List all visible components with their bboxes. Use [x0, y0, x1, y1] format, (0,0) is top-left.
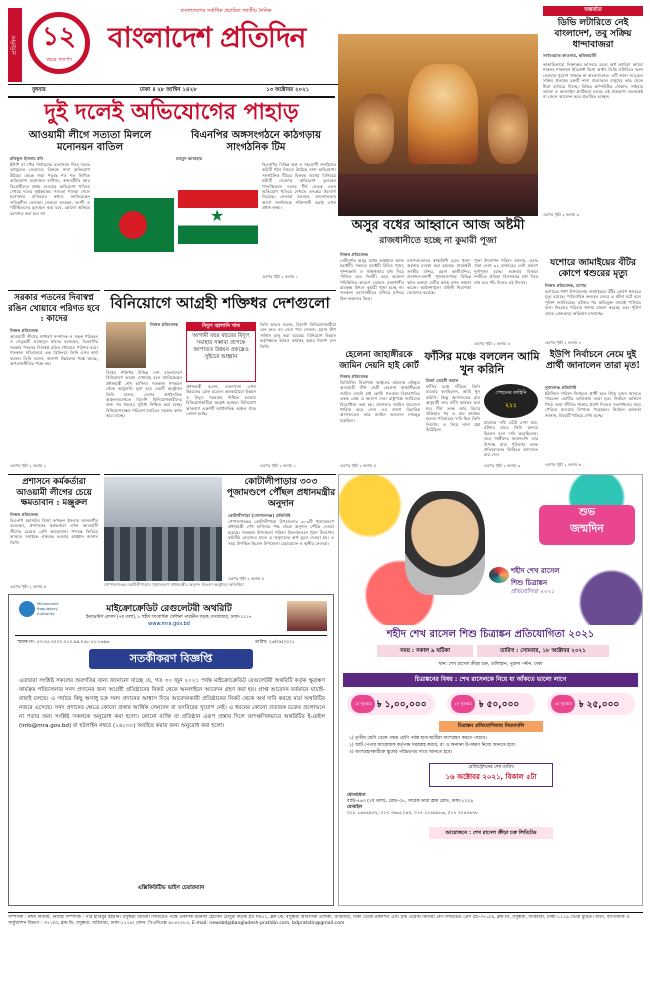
competition-logo: [511, 565, 621, 597]
organizer-bar: আয়োজনে : শেখ রাসেল ক্রীড়া চক্র লিমিটেড: [429, 827, 553, 839]
registration-box: [429, 763, 553, 787]
devotees: [338, 174, 538, 216]
lead-headline: দুই দলেই অভিযোগের পাহাড়: [44, 99, 299, 125]
pm-quote-kicker: বিদ্যুৎ জ্বালানি খাত: [187, 323, 255, 331]
helena-continued: এরপর পৃষ্ঠা ২ কলাম ৫: [340, 463, 377, 468]
top-right-byline: সাখাওয়াত কাওসার, ছবিভারস্টি: [543, 53, 597, 58]
rule-2: ২) আর্ট পেপার আয়োজক কর্তৃপক্ষ সরবরাহ করবে, রং ও অন্যান্য উপকরণ নিজে আনতে হবে।: [349, 743, 516, 748]
gallows-byline: মির্জা মেহেদী তমাল: [426, 378, 459, 383]
mra-memo: স্মারক নং- ৫৩.৩৫.০০০০.০১০.৯৯.০৫৮.২১-১৬৯৬: [17, 640, 110, 645]
masthead-rule: [8, 84, 338, 85]
mra-org-name: মাইক্রোক্রেডিট রেগুলেটরী অথরিটি: [106, 604, 232, 614]
weekday: বুধবার: [32, 87, 46, 93]
registration-date: ১৬ অক্টোবর ২০২১, বিকাল ৫টা: [445, 773, 537, 781]
prize-2: [447, 693, 535, 715]
kotwali-byline: কোটালীপাড়া (গোপালগঞ্জ) প্রতিনিধি: [228, 513, 291, 518]
lead-byline-left: রফিকুল ইসলাম রনি: [10, 156, 44, 161]
top-right-headline: ডিভি লটারিতে নেই বাংলাদেশ, তবু সক্রিয় ধান্দাবাজরা: [554, 18, 632, 50]
rule-1: ১) তৃতীয় শ্রেণি থেকে পঞ্চম শ্রেণি পর্যন্ত ছাত্র-ছাত্রীরা অংশগ্রহণ করতে পারবে।: [349, 736, 487, 741]
prize-row: [347, 693, 637, 715]
lead-body-left: ইউপি বা পৌর নির্বাচনের মনোনয়ন নিয়ে দলের তৃণমূলের নেতাদের বিরুদ্ধে নানা অভিযোগ উঠছে। কেন্দ্রে জমা পড়ছে শত শত লিখিত অভিযোগ। মনোনয়ন বাণিজ্য, স্বজনপ্রীতি আর বিদ্রোহীদের প্রশ্রয় দেওয়ার অভিযোগ খতিয়ে দেখছে দলের হাইকমান্ড। সত্যতা পাওয়া গেলে মনোনয়ন বাতিলের কথাও জানিয়েছেন দায়িত্বশীল নেতারা। নেতারা বলছেন, ত্যাগী ও পরীক্ষিতদের মূল্যায়ন করা হবে, কোনো অনিয়ম বরদাশত করা হবে না।: [10, 162, 90, 216]
imprint-line: সম্পাদক : নঈম নিজাম, নির্বাহী সম্পাদক : পীর হাবিবুর রহমান। বসুন্ধরা মিডিয়া লিমিটেড পক্ষে প্রকাশক ময়নাল হোসেন চৌধুরী কর্তৃক প্লট সি/৫২, ব্লক-কে, বসুন্ধরা আবাসিক এলাকা, বারিধারা, ঢাকা থেকে প্রকাশিত এবং ইস্ট ওয়েস্ট মিডিয়া গ্রুপ লিমিটেড প্রেস প্লট-৩৭১/এ, ব্লক-ডি, বসুন্ধরা, বারিধারা, ঢাকা-১২২৯ থেকে মুদ্রিত। বার্তা, বাণিজ্যিক ও সার্কুলেশন বিভাগ : ৩৭১/এ, ব্লক-ডি, বসুন্ধরা, বারিধারা, ঢাকা-১২২৯। ফোন: পিএবিএক্স ৯৮৪৭০৮৪, E-mail: newsbd@bangladesh-pratidin.com, bdpratidin@gmail.com: [8, 915, 630, 927]
masthead-title: বাংলাদেশ প্রতিদিন: [108, 21, 306, 54]
quader-headline: সরকার পতনের দিবাস্বপ্ন রঙিন খোয়াবে পরিণত হবে : কাদের: [8, 293, 100, 324]
kotwali-continued: এরপর পৃষ্ঠা ২ কলাম ৫: [228, 576, 265, 581]
up-election-headline: ইউপি নির্বাচনে নেমে দুই প্রার্থী জানালেন তারা মৃত!: [545, 350, 641, 371]
mra-logo-text: Microcredit Regulatory Authority: [37, 601, 59, 616]
time-box: সময় : সকাল ৯ ঘটিকা: [377, 645, 473, 657]
mra-notice-ad: [8, 594, 334, 906]
mra-rule: [15, 635, 327, 636]
kotwali-caption: গোপালগঞ্জের কোটালীপাড়ায় পূজামণ্ডপে প্রধানমন্ত্রীর অনুদান বিতরণ অনুষ্ঠানে অতিথিরা: [104, 582, 244, 587]
lead-sub-left-headline: আওয়ামী লীগে সত্যতা মিললে মনোনয়ন বাতিল: [28, 130, 152, 153]
workers-headline: প্রশাসনে কর্মকর্তারা আওয়ামী লীগের চেয়ে ক্ষমতাবান : মঞ্জুরুল: [16, 477, 92, 508]
kotwali-rule: [104, 474, 336, 475]
prize-1: [347, 693, 435, 715]
prize-1-rank: ১ম পুরস্কার: [351, 695, 375, 713]
up-election-continued: এরপর পৃষ্ঠা ২ কলাম ৬: [545, 462, 582, 467]
up-election-byline: সুনামগঞ্জ প্রতিনিধি: [545, 385, 577, 390]
prize-1-amount: ৳ ১,০০,০০০: [377, 700, 427, 710]
pm-body-1: বিশ্বের শক্তিধর বিভিন্ন দেশ বাংলাদেশে বিনিয়োগে আগ্রহ দেখাচ্ছে বলে জানিয়েছেন প্রধানমন্ত্রী শেখ হাসিনা। গতকাল গণভবন থেকে ভার্চুয়ালি যুক্ত হয়ে একটি অনুষ্ঠানে তিনি বলেন, দেশের অর্থনৈতিক অঞ্চলগুলোতে বিদেশি বিনিয়োগকারীদের জন্য সব ধরনের সুবিধা নিশ্চিত করা হচ্ছে। বিনিয়োগবান্ধব পরিবেশ তৈরিতে সরকার কাজ করে যাচ্ছে।: [106, 370, 182, 419]
flag-disc: [119, 211, 147, 239]
prize-3-amount: ৳ ২৫,০০০: [579, 700, 620, 710]
awami-league-flag: [94, 198, 174, 252]
mra-signer: এক্সিকিউটিভ ভাইস চেয়ারম্যান: [137, 885, 205, 891]
date-place: ঢাকা ॥ ২৮ আশ্বিন ১৪২৮: [140, 87, 197, 93]
helena-headline: হেলেনা জাহাঙ্গীরকে জামিন দেয়নি হাই কোর্ট: [339, 350, 419, 371]
gallows-badge-label: পেছনের কাহিনি: [495, 390, 527, 396]
footer-rule: [8, 912, 643, 913]
pm-continued: এরপর পৃষ্ঠা ২ কলাম ১: [260, 463, 297, 468]
puja-body-1: দেবীদুর্গার অসুর বধের আহ্বানে আজ মহাষ্টমী। সকালে মহাষ্টমী বিহিত পূজা, পুষ্পাঞ্জলি ও সন্ধিপূজার মধ্য দিয়ে পালিত হবে দিনটি। তবে করোনা পরিস্থিতির কারণে এবারও রাজধানীর রামকৃষ্ণ মিশনে কুমারী পূজা হচ্ছে না। গতকাল মহাসপ্তমীতে মন্দিরে মন্দিরে ছিল ভক্তদের ভিড়।: [340, 258, 404, 301]
logo-line2: শিশু চিত্রাঙ্কন: [511, 579, 548, 587]
prize-2-amount: ৳ ৫০,০০০: [479, 700, 520, 710]
puja-body-3: পূজা উদযাপন পরিষদ জানায়, এবার সারা দেশে ৩২ হাজারের বেশি মণ্ডপে দুর্গাপূজা হচ্ছে। শুক্রবার বিজয়া দশমীতে প্রতিমা বিসর্জনের মধ্য দিয়ে শেষ হবে পাঁচ দিনের এই উৎসব।: [474, 258, 538, 285]
pm-portrait: [287, 601, 327, 631]
date-box: তারিখ : সোমবার, ১৮ অক্টোবর ২০২১: [477, 645, 609, 657]
up-election-body: ইউনিয়ন পরিষদ নির্বাচনে প্রার্থী হতে গিয়ে দুজন জানতে পারলেন ভোটার তালিকায় তারা মৃত। নির্বাচন অফিসে গিয়ে তারা জীবিত থাকার প্রমাণ দিলেও সংশোধনের সময় পেরিয়ে যাওয়ায় বিপাকে পড়েছেন। নির্বাচন কর্মকর্তা জানান, বিষয়টি খতিয়ে দেখা হচ্ছে।: [545, 391, 641, 418]
prize-2-rank: ২য় পুরস্কার: [451, 695, 475, 713]
jessore-continued: এরপর পৃষ্ঠা ২ কলাম ৪: [545, 340, 582, 345]
rules-title: চিত্রাঙ্কন প্রতিযোগিতার নিয়মাবলি: [439, 721, 543, 732]
mra-date: তারিখ: ২৬/০৯/২০২১: [255, 640, 295, 645]
mra-notice-title: সতর্কীকরণ বিজ্ঞপ্তি: [89, 649, 253, 669]
ad-paint-splash: [339, 475, 642, 625]
palette-icon: [489, 567, 509, 583]
bnp-flag: [178, 190, 258, 244]
mra-logo: [19, 601, 63, 625]
kotwali-photo-people: [104, 527, 222, 581]
quader-body: আওয়ামী লীগের সাধারণ সম্পাদক ও সড়ক পরিবহন ও সেতুমন্ত্রী ওবায়দুল কাদের বলেছেন, বিএনপির সরকার পতনের দিবাস্বপ্ন রঙিন খোয়াবে পরিণত হবে। গতকাল সচিবালয়ে এক ব্রিফিংয়ে তিনি এসব কথা বলেন। তিনি বলেন, জনগণ উন্নয়নের পক্ষে আছে, অপরাজনীতির পক্ষে নয়।: [10, 334, 98, 367]
puja-headline: অসুর বধের আহ্বানে আজ অষ্টমী: [351, 218, 525, 233]
contact-label: যোগাযোগ: [347, 793, 366, 798]
pm-quote-box: [186, 322, 256, 382]
mra-address: ইনভেস্টর্স প্রাসাদ (৭ম তলা), ৮ শহীদ সাংবাদিক সেলিনা পারভীন সড়ক, মগবাজার, ঢাকা-১২১৭: [86, 615, 252, 620]
idol-figure-right: [488, 94, 528, 164]
english-date: ১৩ অক্টোবর ২০২১: [266, 87, 310, 93]
rule-3: ৩) অংশগ্রহণকারীকে স্কুলের পরিচয়পত্র সাথে আনতে হবে।: [349, 750, 452, 755]
puja-continued: এরপর পৃষ্ঠা ২ কলাম ৫: [474, 341, 511, 346]
tagline: বাংলাদেশের সর্বাধিক প্রচারিত জাতীয় দৈনিক: [180, 8, 272, 14]
subject-bar: চিত্রাঙ্কনের বিষয় : শেখ রাসেলকে নিয়ে যা আঁকতে ভালো লাগে: [343, 673, 638, 687]
prize-3: [547, 693, 635, 715]
phone-label: মোবাইল: [347, 805, 363, 810]
top-right-story: [543, 6, 643, 256]
phone-numbers: ০১৮ ১৬৪৪৯৩২, ০১৭ ৩৬৬১২৪৩, ০১৭ ১২৪৯৯৮৬, ০১৭ ৩১৪৫৬৭৮: [347, 811, 479, 816]
jessore-headline: যশোরে জামাইয়ের বঁটির কোপে শ্বশুরের মৃত্যু: [550, 258, 636, 279]
venue-text: স্থান: শেখ রাসেল ক্রীড়া চক্র, গুলিস্তান, পুরানা পল্টন, ঢাকা: [438, 662, 543, 667]
puja-body-2: মণ্ডপগুলোতে স্বাস্থ্যবিধি মেনে পূজা-অর্চনার ব্যবস্থা করা হয়েছে। ঢাকেশ্বরী জাতীয় মন্দির, রমনা কালীমন্দির, গুলশান-বনানী পূজামণ্ডপসহ বিভিন্ন স্থানে ভক্তরা দেবীর কাছে মঙ্গল কামনা করেন। আইনশৃঙ্খলা বাহিনী নিরাপত্তা জোরদার করেছে।: [407, 258, 471, 296]
gallows-continued: এরপর পৃষ্ঠা ২ কলাম ৩: [484, 463, 521, 468]
contact-address: বাড়ি-৪৬৩ (২য় তলা), রোড-০৮, সাবেক ডায়া ক্লাব রোড, ঢাকা-১২২৯: [347, 799, 474, 804]
mra-website[interactable]: www.mra.gov.bd: [148, 621, 190, 627]
child-portrait: [405, 491, 485, 595]
kotwali-photo: [104, 477, 222, 581]
logo-line1: শহীদ শেখ রাসেল: [511, 567, 560, 575]
lead-byline-right: মাহমুদ আজহার: [176, 156, 203, 161]
anniversary-logo: [28, 12, 90, 74]
contact-block: [347, 793, 567, 817]
pm-body-2: প্রধানমন্ত্রী বলেন, বাংলাদেশ এখন উন্নয়নের রোল মডেল। অবকাঠামো উন্নয়ন ও বিদ্যুৎ সরবরাহ নিশ্চিত হওয়ায় বিনিয়োগকারীরা আকৃষ্ট হচ্ছেন। বিনিয়োগ আকর্ষণে একশটি অর্থনৈতিক অঞ্চল গড়ে তোলা হচ্ছে।: [186, 384, 256, 417]
kotwali-headline: কোটালীপাড়ার ৩০৩ পূজামণ্ডপে পৌঁছল প্রধানমন্ত্রীর অনুদান: [226, 477, 336, 509]
kotwali-body: গোপালগঞ্জের কোটালীপাড়া উপজেলার ৩০৩টি পূজামণ্ডপে প্রধানমন্ত্রী শেখ হাসিনার পক্ষ থেকে অনুদান পৌঁছে দেওয়া হয়েছে। গতকাল উপজেলা পরিষদ মিলনায়তনে পূজা উদযাপন কমিটির নেতাদের হাতে এ অনুদানের অর্থ তুলে দেওয়া হয়। এ সময় উপস্থিত ছিলেন উপজেলা চেয়ারম্যান ও স্থানীয় নেতারা।: [228, 519, 334, 546]
bnp-star-icon: ★: [210, 206, 225, 225]
anniversary-number: ১২: [42, 22, 76, 52]
workers-rule: [8, 474, 100, 475]
gallows-headline: ফাঁসির মঞ্চে বললেন আমি খুন করিনি: [424, 350, 540, 376]
puja-byline: নিজস্ব প্রতিবেদক: [340, 252, 369, 257]
workers-body: বিএনপি মহাসচিব মির্জা ফখরুল ইসলাম আলমগীর বলেছেন, প্রশাসনের কর্মকর্তারা এখন আওয়ামী লীগের চেয়েও বেশি ক্ষমতাবান। গণতন্ত্র ফিরিয়ে আনতে সবাইকে ঐক্যবদ্ধ হওয়ার আহ্বান জানান তিনি।: [10, 518, 98, 545]
lead-sub-right-headline: বিএনপির অঙ্গসংগঠনে কাঠগড়ায় সাংগঠনিক টিম: [191, 130, 321, 153]
gallows-badge-number: ২১১: [505, 402, 517, 409]
pm-headline: বিনিয়োগে আগ্রহী শক্তিধর দেশগুলো: [110, 294, 330, 312]
pm-body-3: তিনি আরও বলেন, বিদেশি বিনিয়োগকারীরা যেন দ্রুত সব সেবা পান সেজন্য ওয়ান স্টপ সার্ভিস চালু করা হয়েছে। বিনিয়োগ উন্নয়ন কর্তৃপক্ষকে আরও কার্যকর করার নির্দেশ দেন তিনি।: [260, 322, 336, 349]
mra-logo-mark: [19, 601, 35, 617]
birthday-line1: শুভ: [578, 507, 596, 518]
mra-notice-body: এতদ্বারা সংশ্লিষ্ট সকলের অবগতির জন্য জানানো যাচ্ছে যে, গত ৩০ জুন ২০২১ পর্যন্ত মাইক্রোক্রেডিট রেগুলেটরী অথরিটি কর্তৃক ক্ষুদ্রঋণ কার্যক্রম পরিচালনার সনদ প্রদানের জন্য আগ্রহী প্রতিষ্ঠানের নিকট থেকে অনলাইনে আবেদন গ্রহণ করা হয়। প্রাপ্ত আবেদন বর্তমানে যাচাই-বাছাই চলছে। এ পর্যায়ে কিছু অসাধু চক্র সনদ প্রদানের আশ্বাস দিয়ে আবেদনকারী প্রতিষ্ঠানের নিকট থেকে অর্থ দাবি করছে মর্মে অথরিটির নজরে এসেছে। সনদ প্রদানের ক্ষেত্রে কোনো প্রকার আর্থিক লেনদেন বা তদবিরের সুযোগ নেই। এ ধরনের কোনো প্রতারক চক্রের প্রলোভনে না পড়ার জন্য সংশ্লিষ্ট সকলকে অনুরোধ করা হলো। কোনো ব্যক্তি বা প্রতিষ্ঠান এরূপ প্রস্তাব দিলে তাৎক্ষণিকভাবে অথরিটির ই-মেইল (info@mra.gov.bd) বা হটলাইন নম্বরে (১৬১৩০) অবহিত করার জন্য অনুরোধ করা হলো।: [19, 678, 325, 729]
gallows-body-2: মামলার নথি ঘেঁটে দেখা যায়, ঘটনার রাতে তিনি অন্যত্র ছিলেন বলে দাবি করেছিলেন। তবে সাক্ষীদের জবানবন্দি তার বিপক্ষে যায়। পুলিশের তদন্ত প্রতিবেদনের ভিত্তিতে আদালত রায় দেন।: [484, 420, 538, 458]
top-right-body: কাভাচিভারো দিক্তাব্বর ভাসবার মতো অর্ধ আরিয়া আয়ো শাকসহ শাকসহস ইমিগ্রান্ট ভিসা অর্থাৎ ডিভি লটারিতে অংশ নেওয়ার সুযোগ থাকছে না বাংলাদেশের। এটি জানা সত্ত্বেও সক্রিয় প্রতারক চক্রটি নানা প্রলোভনে মানুষের কাছ থেকে টাকা হাতিয়ে নিচ্ছে। বিভিন্ন কম্পিউটার দোকান, সাইবার ক্যাফে ও অনলাইন প্ল্যাটফর্মে চলছে এই প্রতারণা। অনেকেই না জেনে আবেদন করে প্রতারিত হচ্ছেন।: [543, 62, 643, 100]
birthday-line2: জন্মদিন: [570, 522, 604, 535]
logo-line3: প্রতিযোগিতা ২০২১: [511, 589, 555, 595]
top-right-continued: এরপর পৃষ্ঠা ২ কলাম ৩: [543, 212, 580, 217]
art-competition-ad: [338, 474, 643, 906]
anniversary-sub: বছরে পদার্পণ: [45, 57, 73, 63]
rules-list: [349, 735, 634, 756]
pm-rule: [104, 290, 336, 291]
idol-figure-left: [354, 94, 394, 164]
jessore-body: যশোরের শার্শা উপজেলায় জামাইয়ের বঁটির কোপে শ্বশুরের মৃত্যু হয়েছে। পারিবারিক কলহের জেরে এ ঘটনা ঘটে বলে পুলিশ জানিয়েছে। ঘটনার পর অভিযুক্ত জামাই পালিয়ে যান। নিহতের পরিবার থানায় মামলা করেছে এবং পুলিশ তাকে গ্রেফতারে অভিযান চালাচ্ছে।: [545, 289, 641, 316]
quader-byline: নিজস্ব প্রতিবেদক: [10, 328, 39, 333]
workers-continued: এরপর পৃষ্ঠা ২ কলাম ৬: [10, 584, 47, 589]
lead-continued: এরপর পৃষ্ঠা ২ কলাম ১: [262, 274, 299, 279]
jessore-byline: নিজস্ব প্রতিবেদক, যশোর: [545, 283, 587, 288]
lead-sub-left: [10, 130, 170, 154]
pm-byline: নিজস্ব প্রতিবেদক: [150, 322, 179, 327]
idol-figure: [408, 64, 478, 164]
workers-byline: নিজস্ব প্রতিবেদক: [10, 512, 39, 517]
lead-sub-right: [176, 130, 336, 154]
registration-title: রেজিস্ট্রেশনের শেষ তারিখ: [468, 765, 514, 770]
helena-body: ডিজিটাল নিরাপত্তা আইনের মামলায় বহিষ্কৃত আওয়ামী লীগ নেত্রী হেলেনা জাহাঙ্গীরকে জামিন দেয়নি হাই কোর্ট। গতকাল বিচারপতির একক বেঞ্চ এ আদেশ দেন। রাষ্ট্রপক্ষে জামিনের বিরোধিতা করা হয়। আদালত জামিন আবেদন খারিজ করে দেন। এর আগে বিচারিক আদালতেও তার জামিন আবেদন নামঞ্জুর হয়েছিল।: [340, 380, 420, 423]
competition-title: শহীদ শেখ রাসেল শিশু চিত্রাঙ্কন প্রতিযোগিতা ২০২১: [386, 629, 595, 640]
puja-sub: রাজধানীতে হচ্ছে না কুমারী পূজা: [379, 236, 497, 246]
prize-3-rank: ৩য় পুরস্কার: [551, 695, 575, 713]
gallows-badge: [484, 384, 538, 418]
pm-photo: [106, 322, 146, 368]
gallows-body-1: ফাঁসির মঞ্চে দাঁড়িয়ে তিনি বারবার বলছিলেন, আমি খুন করিনি। কিন্তু আদালতের রায় অনুযায়ী তার ফাঁসি কার্যকর করা হয়। দীর্ঘ তদন্ত আর বিচার প্রক্রিয়ার পর এ রায় কার্যকর হলেও পরিবারের দাবি ছিল তিনি নির্দোষ। এ নিয়ে নানা প্রশ্ন উঠেছিল।: [426, 384, 480, 433]
pm-quote: আগামী বছর বছরের বিদ্যুৎ সমাহার সম্ভাব্য প্রাপকে আপাতত উন্নয়ন প্রকল্পেও সুইচের আহ্বান: [192, 333, 250, 360]
durga-puja-photo: [338, 34, 538, 216]
helena-byline: নিজস্ব প্রতিবেদক: [340, 374, 369, 379]
kicker-label: অন্তর্ঘাত: [543, 6, 643, 16]
quader-continued: এরপর পৃষ্ঠা ২ কলাম ২: [10, 463, 47, 468]
masthead-vertical-label: প্রতিদিন: [8, 8, 22, 82]
birthday-badge: [539, 505, 635, 545]
lead-body-right: বিএনপির বিভিন্ন অঙ্গ ও সহযোগী সংগঠনের কমিটি গঠন নিয়েও উঠেছে নানা অভিযোগ। সাংগঠনিক টিমের বিরুদ্ধে অর্থের বিনিময়ে কমিটি দেওয়ার অভিযোগ তুলছেন পদবঞ্চিতরা। দলের শীর্ষ নেতৃত্ব এসব অভিযোগ খতিয়ে দেখতে তদন্তের উদ্যোগ নিয়েছে। নেতারা বলছেন, আন্দোলনের আগে সংগঠনকে শক্তিশালী করাই এখন প্রধান লক্ষ্য।: [262, 162, 336, 211]
quader-rule: [8, 290, 100, 291]
